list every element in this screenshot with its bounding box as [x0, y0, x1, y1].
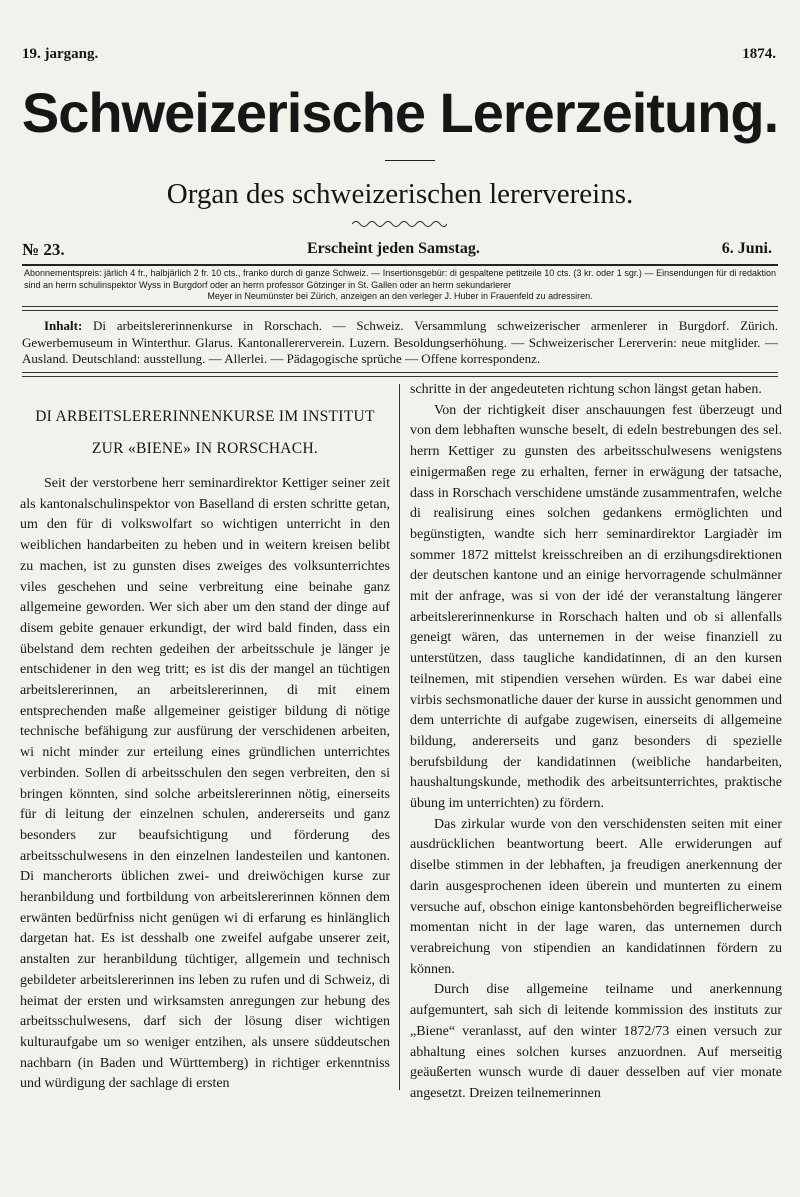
article-heading-line-2: ZUR «BIENE» IN RORSCHACH.	[91, 440, 319, 457]
year-label: 1874.	[742, 46, 776, 62]
masthead-subtitle: Organ des schweizerischen lerervereins.	[166, 178, 634, 210]
ornament-divider	[352, 218, 447, 230]
table-of-contents	[22, 318, 778, 368]
article-left-column	[20, 474, 390, 1095]
subscription-info	[24, 268, 776, 303]
article-right-column	[410, 380, 782, 1105]
subscription-line-3: Meyer in Neumünster bei Zürich, anzeigen an den verleger J. Huber in Frauenfeld zu adressiren.	[207, 291, 593, 301]
rule-subscription	[22, 306, 778, 307]
article-heading-line-1: DI ARBEITSLERERINNENKURSE IM INSTITUT	[35, 408, 375, 425]
publication-frequency: Erscheint jeden Samstag.	[307, 240, 480, 257]
masthead-title: Schweizerische Lererzeitung.	[21, 81, 779, 144]
volume-label: 19. jargang.	[22, 46, 99, 62]
masthead-rule	[385, 160, 435, 161]
rule-contents-double	[22, 376, 778, 377]
article-paragraph: Das zirkular wurde von den verschidensten seiten mit einer ausdrücklichen beantwortung beert. Alle erwiderungen auf diselbe stimmen in der lebhaften, ja freudigen anerkennung der darin ausgesprochenen ideen überein und munterten zu einem versuche auf, obschon einige kantonsbehörden begreiflicherweise momentan nicht in der lage waren, das unternemen durch verabreichung von stipendien an kandidatinnen fördern zu können.	[410, 816, 782, 977]
article-paragraph: Von der richtigkeit diser anschauungen fest überzeugt und von dem lebhaften wunsche beselt, di edeln bestrebungen des sel. herrn Kettiger zu gunsten des arbeitsschulwesens wenigstens einigermaßen rege zu erhalten, ferner in erwägung der tatsache, dass in Rorschach verschidene umstände zusammentrafen, welche di realisirung eines solchen gedankens ermöglichten und begünstigten, wandte sich herr seminardirektor Largiadèr im sommer 1872 mittelst kreisschreiben an di erzihungsdirektionen der deutschen kantone und an einige hervorragende schulmänner mit der anfrage, was si von der idé der veranstaltung längerer arbeitslererinnenkurse in Rorschach halten und ob si allenfalls geneigt wären, das unternemen in der weise finanziell zu unterstützen, dass taugliche kandidatinnen, di an den kursen teilnemen, mit stipendien versehen würden. Es war dabei eine virbis sechsmonatliche dauer der kurse in aussicht genommen und dem unterrichte di aufgabe zugewisen, einerseits di allgemeine bildung, andererseits und ganz besonders di spezielle berufsbildung der kandidatinnen (weibliche handarbeiten, haushaltungskunde, methodik des arbeitsunterrichtes, praktische übung im unterrichten) zu fördern.	[410, 402, 782, 812]
rule-contents	[22, 372, 778, 373]
subscription-line-1: Abonnementspreis: järlich 4 fr., halbjärlich 2 fr. 10 cts., franko durch di ganze Schweiz. — Insertionsgebür: di gespaltene petitzeile 10 cts. (3 kr. oder 1 sgr.) —	[24, 268, 654, 278]
article-paragraph: schritte in der angedeuteten richtung schon längst getan haben.	[410, 382, 762, 397]
subscription-line-2: Einsendungen für di redaktion sind an herrn schulinspektor Wyss in Burgdorf oder an herrn professor Götzinger in St. Gallen oder an herrn sekundarlerer	[24, 268, 776, 290]
article-paragraph: Durch dise allgemeine teilname und anerkennung aufgemuntert, sah sich di leitende kommission des instituts zur „Biene“ veranlasst, auf den winter 1872/73 einen versuch zur abhaltung eines solchen kurses anzuordnen. Auf merseitig geäußerten wunsch wurde di dauer desselben auf vier monate angesetzt. Dreizen teilnemerinnen	[410, 982, 782, 1101]
rule-top	[22, 264, 778, 266]
contents-text: Di arbeitslererinnenkurse in Rorschach. — Schweiz. Versammlung schweizerischer armenlerer in Burgdorf. Zürich. Gewerbemuseum in Winterthur. Glarus. Kantonallererverein. Luzern. Besoldungserhöhung. — Schweizerischer Lererverin: neue mitglider. — Ausland. Deutschland: ausstellung. — Allerlei. — Pädagogische sprüche — Offene korrespondenz.	[22, 318, 778, 366]
issue-number: № 23.	[22, 240, 65, 259]
column-divider	[399, 384, 400, 1090]
contents-label: Inhalt:	[44, 318, 83, 333]
article-paragraph: Seit der verstorbene herr seminardirektor Kettiger seiner zeit als kantonalschulinspektor von Baselland di ersten schritte getan, um den für di volkswolfart so wichtigen unterricht in den weiblichen handarbeiten zu heben und in weitern kreisen belibt zu machen, ist zu gunsten dises zweiges des volksunterrichtes viles geschehen und seine verbreitung eine beinahe ganz allgemeine geworden. Wer sich aber um den stand der dinge auf disem gebite genauer erkundigt, der wird bald finden, dass ein übelstand dem rechten gedeihen der arbeitsschule je länger je entschidener in den weg tritt; es ist dis der mangel an tüchtigen arbeitslererinnen, an arbeitslererinnen, di mit einem entsprechenden maße allgemeiner geistiger bildung di nötige technische befähigung zur ausfürung der verschidenen arbeiten, wi nicht minder zur erteilung eines gründlichen unterrichtes verbinden. Sollen di arbeitsschulen den segen verbreiten, den si bringen könnten, sind solche arbeitslererinnen nötig, einerseits für di leitung der einzelnen schulen, andererseits und ganz besonders zur beaufsichtigung und förderung des arbeitsschulwesens in den einzelnen landesteilen und kantonen. Di mancherorts üblichen zwei- und dreiwöchigen kurse zur heranbildung und fortbildung von arbeitslererinnen können dem erwänten bedürfniss nicht genügen wi di erfarung es hinlänglich dargetan hat. Es ist desshalb one zweifel aufgabe unserer zeit, anstalten zur heranbildung tüchtiger, allgemein und technisch gebildeter arbeitslererinnen ins leben zu rufen und di Schweiz, di heimat der ersten und wirksamsten anregungen zur hebung des arbeitsschulwesens, darf sich der lösung diser wichtigen kulturaufgabe um so weniger entzihen, als unsere süddeutschen nachbarn (in Baden und Württemberg) in richtiger erkenntniss und würdigung der sachlage di ersten	[20, 476, 390, 1092]
issue-date: 6. Juni.	[721, 240, 772, 257]
rule-subscription-double	[22, 310, 778, 311]
